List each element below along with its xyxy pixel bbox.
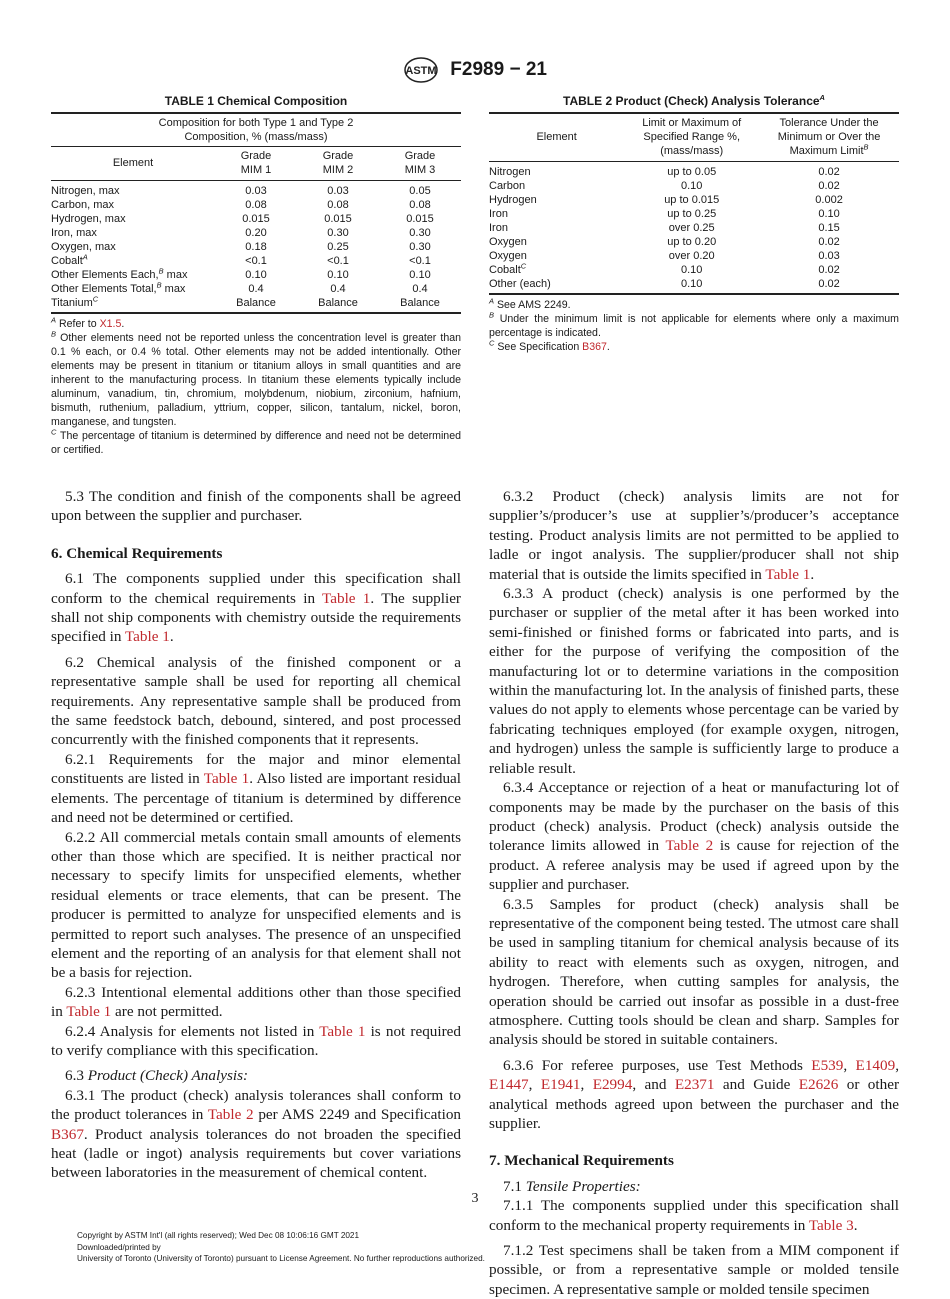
reference-link[interactable]: E1447 xyxy=(489,1076,529,1094)
right-column-text xyxy=(489,487,899,1299)
footer-line: Copyright by ASTM Int'l (all rights reserved); Wed Dec 08 10:06:16 GMT 2021 xyxy=(77,1231,360,1240)
limit-cell: 0.10 xyxy=(681,264,703,276)
tolerance-cell: 0.002 xyxy=(815,194,843,206)
table-row xyxy=(489,249,899,263)
reference-link[interactable]: E1409 xyxy=(855,1056,896,1074)
reference-link[interactable]: E1941 xyxy=(540,1076,581,1094)
left-column-text xyxy=(51,487,461,1183)
element-cell: Cobalt$^A$ xyxy=(51,252,88,267)
value-cell: 0.30 xyxy=(327,227,349,239)
value-cell: 0.08 xyxy=(245,199,267,211)
limit-cell: over 0.20 xyxy=(668,250,715,262)
astm-logo-icon xyxy=(403,56,439,84)
reference-link[interactable]: E2371 xyxy=(674,1076,715,1094)
reference-link[interactable]: E2994 xyxy=(592,1076,633,1094)
element-cell: Oxygen, max xyxy=(51,241,116,253)
element-cell: Oxygen xyxy=(489,236,527,248)
document-header xyxy=(0,56,950,84)
section-5-3 xyxy=(51,487,461,526)
table-row xyxy=(489,263,899,277)
table2-title: TABLE 2 Product (Check) Analysis Tolerance$^A$ xyxy=(563,93,825,108)
text-run: . Product analysis tolerances do not broaden the specified heat (ladle or ingot) analysis requirements but cover variations between laboratories in the measurement of chemical content. xyxy=(51,1125,461,1182)
table-row xyxy=(489,179,899,193)
section-6-3-1 xyxy=(51,1086,461,1183)
text-run: 6.3.3 A product (check) analysis is one performed by the purchaser or supplier of the metal after it has been worked into semi-finished or finished forms or fabricated into parts, and is either for the purpose of verifying the composition of the manufacturing lot or to determine variations in the composition within the manufacturing lot. In the analysis of finished parts, these values do not apply to elements whose percentage can be varied by fabricating techniques employed (for example oxygen, nitrogen, and hydrogen) unless the sample is sufficiently large to produce a reliable result. xyxy=(489,585,899,777)
text-run: , xyxy=(843,1056,856,1074)
table2-col-tolerance: Tolerance Under the Minimum or Over the Maximum Limit$^B$ xyxy=(759,113,899,162)
text-run: 6.2.3 Intentional elemental additions other than those specified in xyxy=(51,983,461,1021)
section-6-3-2 xyxy=(489,487,899,584)
reference-link[interactable]: Table 1 xyxy=(203,770,250,788)
text-run: . xyxy=(810,565,815,583)
table2 xyxy=(489,112,899,295)
element-cell: Cobalt$^C$ xyxy=(489,261,527,276)
value-cell: <0.1 xyxy=(327,255,349,267)
page-number: 3 xyxy=(471,1191,479,1206)
table1-block xyxy=(51,94,461,457)
value-cell: 0.08 xyxy=(327,199,349,211)
reference-link[interactable]: Table 1 xyxy=(66,1003,112,1021)
footnote-a: $^A$ See AMS 2249. xyxy=(489,296,571,311)
limit-cell: up to 0.015 xyxy=(664,194,720,206)
text-run: 6.3.6 For referee purposes, use Test Methods xyxy=(503,1056,812,1074)
value-cell: 0.10 xyxy=(327,269,349,281)
table1-col-mim1: Grade MIM 1 xyxy=(215,147,297,181)
section-7-1-2 xyxy=(489,1241,899,1299)
value-cell: 0.20 xyxy=(245,227,267,239)
tolerance-cell: 0.02 xyxy=(818,264,840,276)
text-run: Product (Check) Analysis: xyxy=(87,1067,249,1085)
limit-cell: up to 0.20 xyxy=(667,236,717,248)
table1 xyxy=(51,112,461,314)
limit-cell: 0.10 xyxy=(681,180,703,192)
element-cell: Carbon xyxy=(489,180,526,192)
value-cell: 0.10 xyxy=(409,269,431,281)
value-cell: 0.015 xyxy=(242,213,270,225)
footnote-c: $^C$ See Specification B367. xyxy=(489,338,610,353)
tolerance-cell: 0.02 xyxy=(818,236,840,248)
text-run: is cause for rejection of the product. A referee analysis may be used if agreed upon by the supplier and purchaser. xyxy=(489,837,899,894)
footer-line: Downloaded/printed by xyxy=(77,1242,161,1252)
text-run: 6.3.4 Acceptance or rejection of a heat or manufacturing lot of components may be made by the purchaser on the basis of this product (check) analysis. Product (check) analysis outside the tolerance limits allowed in xyxy=(489,779,899,855)
table1-title: TABLE 1 Chemical Composition xyxy=(164,94,348,108)
element-cell: Iron xyxy=(489,222,508,234)
section-6-2-3 xyxy=(51,983,461,1022)
section-6-3-6 xyxy=(489,1056,899,1134)
value-cell: 0.30 xyxy=(409,241,431,253)
table1-col-mim2: Grade MIM 2 xyxy=(297,147,379,181)
text-run: 7.1.2 Test specimens shall be taken from a MIM component if possible, or from a representative sample or molded tensile specimen. A representative sample or molded tensile specimen xyxy=(489,1242,899,1298)
tolerance-cell: 0.02 xyxy=(818,180,840,192)
reference-link[interactable]: E539 xyxy=(811,1056,844,1074)
text-run: and Guide xyxy=(714,1076,799,1094)
text-run: 6.2.1 Requirements for the major and minor elemental constituents are listed in xyxy=(51,750,461,788)
reference-link[interactable]: Table 1 xyxy=(319,1022,366,1040)
text-run: , and xyxy=(632,1076,675,1094)
table2-block xyxy=(489,94,899,354)
table-row xyxy=(51,282,461,296)
tolerance-cell: 0.03 xyxy=(818,250,840,262)
reference-link[interactable]: Table 1 xyxy=(765,565,811,583)
table-row xyxy=(51,296,461,313)
table-row xyxy=(51,181,461,199)
footnote-b: $^B$ Other elements need not be reported unless the concentration level is greater than 0.1 % each, or 0.4 % total. Other elements may not be added intentionally. Other elements may be present in titanium or titanium alloys in small quantities and are inherent to the manufacturing process. In titanium these elements typically include aluminum, vanadium, tin, chromium, molybdenum, niobium, zirconium, hafnium, bismuth, ruthenium, palladium, yttrium, copper, silicon, tantalum, nickel, boron, manganese, and tungsten. xyxy=(51,329,461,428)
element-cell: Titanium$^C$ xyxy=(51,296,215,313)
section-6-2-2 xyxy=(51,828,461,983)
footnote-b: $^B$ Under the minimum limit is not applicable for elements where only a maximum percentage is indicated. xyxy=(489,310,899,339)
table-row xyxy=(489,221,899,235)
element-cell: Other Elements Total,$^B$ max xyxy=(51,280,186,295)
text-run: per AMS 2249 and Specification xyxy=(253,1106,462,1124)
table-row xyxy=(489,207,899,221)
section-6-3-3 xyxy=(489,584,899,778)
limit-cell: up to 0.25 xyxy=(667,208,717,220)
text-run: 7.1 xyxy=(503,1177,526,1195)
text-run: , xyxy=(895,1056,899,1074)
reference-link[interactable]: Table 3 xyxy=(808,1216,854,1234)
tolerance-cell: 0.10 xyxy=(818,208,840,220)
table-row xyxy=(489,162,899,180)
element-cell: Nitrogen xyxy=(489,166,531,178)
value-cell: 0.18 xyxy=(245,241,267,253)
value-cell: 0.08 xyxy=(409,199,431,211)
table-row xyxy=(489,235,899,249)
table1-footnotes xyxy=(51,317,461,457)
footnote-a: $^A$ Refer to X1.5. xyxy=(51,315,125,330)
table-row xyxy=(51,240,461,254)
section-6-3-5 xyxy=(489,895,899,1050)
reference-link[interactable]: B367 xyxy=(51,1125,84,1143)
text-run: 6.2.4 Analysis for elements not listed in xyxy=(65,1022,320,1040)
text-run: or other analytical methods agreed upon between the purchaser and the supplier. xyxy=(489,1076,900,1132)
value-cell: <0.1 xyxy=(245,255,267,267)
table1-col-mim3: Grade MIM 3 xyxy=(379,147,461,181)
text-run: . xyxy=(169,628,174,646)
table1-group-header-units: Composition, % (mass/mass) xyxy=(184,131,328,143)
value-cell: Balance xyxy=(379,296,461,313)
section-6-2-1 xyxy=(51,750,461,828)
section-6-2-4 xyxy=(51,1022,461,1061)
link-x1-5[interactable]: X1.5 xyxy=(99,318,122,330)
value-cell: 0.25 xyxy=(327,241,349,253)
element-cell: Hydrogen, max xyxy=(51,213,126,225)
value-cell: 0.03 xyxy=(327,185,349,197)
text-run: . xyxy=(853,1216,858,1234)
value-cell: 0.4 xyxy=(248,283,264,295)
value-cell: 0.10 xyxy=(245,269,267,281)
element-cell: Hydrogen xyxy=(489,194,537,206)
table2-col-element: Element xyxy=(489,113,624,162)
table1-col-element: Element xyxy=(51,147,215,181)
value-cell: 0.4 xyxy=(330,283,346,295)
table2-footnotes xyxy=(489,298,899,354)
reference-link[interactable]: Table 1 xyxy=(322,589,371,607)
designation: F2989 − 21 xyxy=(450,59,547,80)
text-run: Tensile Properties: xyxy=(525,1177,641,1195)
element-cell: Oxygen xyxy=(489,250,527,262)
text-run: . Also listed are important residual elements. The percentage of titanium is determined by difference and need not be determined or certified. xyxy=(51,770,461,827)
reference-link[interactable]: Table 2 xyxy=(207,1106,254,1124)
text-run: 5.3 The condition and finish of the components shall be agreed upon between the supplier and purchaser. xyxy=(51,488,461,525)
section-7-heading: 7. Mechanical Requirements xyxy=(489,1152,674,1170)
tolerance-cell: 0.15 xyxy=(818,222,840,234)
value-cell: Balance xyxy=(215,296,297,313)
text-run: is not required to verify compliance with this specification. xyxy=(51,1022,462,1059)
table-row xyxy=(51,198,461,212)
table-row xyxy=(51,254,461,268)
table2-col-limit: Limit or Maximum of Specified Range %, (mass/mass) xyxy=(624,113,759,162)
text-run: are not permitted. xyxy=(111,1003,223,1021)
text-run: , xyxy=(528,1076,541,1094)
svg-text:ASTM: ASTM xyxy=(405,65,437,77)
table-row xyxy=(51,268,461,282)
element-cell: Carbon, max xyxy=(51,199,114,211)
text-run: 6.2 Chemical analysis of the finished component or a representative sample shall be used for reporting all chemical requirements. Any representative sample shall be produced from the same feedstock batch, debound, sintered, and post processed concurrently with the finished components that it represents. xyxy=(51,653,461,749)
text-run: 6.3.5 Samples for product (check) analysis shall be representative of the component being tested. The utmost care shall be used in sampling titanium for chemical analysis because of its ability to react with elements such as oxygen, nitrogen, and hydrogen. Therefore, when cutting samples for analysis, the operation should be carried out insofar as possible in a dust-free atmosphere. Cutting tools should be clean and sharp. Samples for analysis should be stored in suitable containers. xyxy=(489,895,899,1049)
text-run: . The supplier shall not ship components with chemistry outside the requirements specified in xyxy=(51,589,461,646)
value-cell: <0.1 xyxy=(409,255,431,267)
section-6-2 xyxy=(51,653,461,750)
tolerance-cell: 0.02 xyxy=(818,166,840,178)
value-cell: 0.015 xyxy=(324,213,352,225)
text-run: 6.1 The components supplied under this specification shall conform to the chemical requirements in xyxy=(51,570,461,607)
table-row xyxy=(51,212,461,226)
text-run: 7.1.1 The components supplied under this specification shall conform to the mechanical property requirements in xyxy=(489,1197,899,1234)
section-6-1 xyxy=(51,569,461,647)
element-cell: Iron, max xyxy=(51,227,97,239)
section-6-heading: 6. Chemical Requirements xyxy=(51,544,223,562)
reference-link[interactable]: E2626 xyxy=(798,1076,839,1094)
value-cell: 0.015 xyxy=(406,213,434,225)
table-row xyxy=(489,277,899,294)
table-row xyxy=(489,193,899,207)
text-run: 6.3 xyxy=(65,1067,88,1085)
table-row xyxy=(51,226,461,240)
value-cell: 0.30 xyxy=(409,227,431,239)
reference-link[interactable]: Table 1 xyxy=(124,628,170,646)
tolerance-cell: 0.02 xyxy=(759,277,899,294)
footnote-c: $^C$ The percentage of titanium is determined by difference and need not be determined or certified. xyxy=(51,427,461,456)
text-run: , xyxy=(580,1076,593,1094)
footer-line: University of Toronto (University of Toronto) pursuant to License Agreement. No further reproductions authorized. xyxy=(77,1254,485,1263)
value-cell: 0.4 xyxy=(412,283,428,295)
limit-cell: over 0.25 xyxy=(668,222,715,234)
value-cell: 0.05 xyxy=(409,185,431,197)
element-cell: Nitrogen, max xyxy=(51,185,120,197)
element-cell: Other Elements Each,$^B$ max xyxy=(51,266,188,281)
value-cell: Balance xyxy=(297,296,379,313)
element-cell: Iron xyxy=(489,208,508,220)
section-6-3-4 xyxy=(489,778,899,894)
reference-link[interactable]: Table 2 xyxy=(665,837,714,855)
value-cell: 0.03 xyxy=(245,185,267,197)
link-b367[interactable]: B367 xyxy=(582,341,607,353)
copyright-footer xyxy=(77,1230,485,1265)
element-cell: Other (each) xyxy=(489,277,624,294)
text-run: 6.3.1 The product (check) analysis tolerances shall conform to the product tolerances in xyxy=(51,1086,461,1124)
text-run: 6.2.2 All commercial metals contain small amounts of elements other than those which are specified. It is neither practical nor necessary to specify limits for unspecified elements, whether residual elements or trace elements, that can be present. The producer is permitted to analyze for unspecified elements and is permitted to report such analyses. The presence of an unspecified element and the reporting of an analysis for that element shall not be a basis for rejection. xyxy=(51,828,461,982)
text-run: 6.3.2 Product (check) analysis limits are not for supplier’s/producer’s use at supplier’s/producer’s acceptance testing. Product analysis limits are not permitted to be applied to ladle or ingot analysis. The supplier/producer shall not ship material that is outside the limits specified in xyxy=(489,488,899,583)
table1-group-header: Composition for both Type 1 and Type 2 xyxy=(158,117,354,129)
limit-cell: 0.10 xyxy=(624,277,759,294)
limit-cell: up to 0.05 xyxy=(667,166,717,178)
section-6-3 xyxy=(51,1066,461,1085)
